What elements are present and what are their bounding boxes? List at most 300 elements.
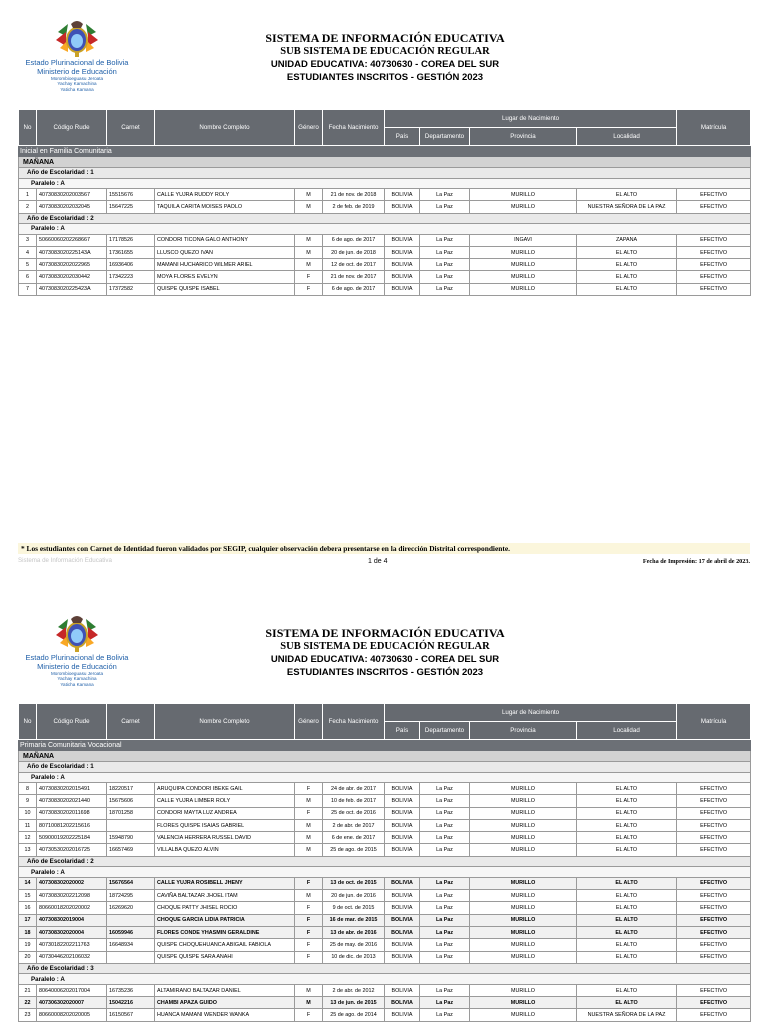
cell-no: 5 [19, 259, 37, 271]
table-row [19, 877, 751, 889]
cell-carnet: 17372582 [107, 283, 155, 295]
cell-departamento: La Paz [420, 1009, 470, 1021]
cell-genero: F [295, 1009, 323, 1021]
table-row [19, 951, 751, 963]
cell-pais: BOLIVIA [385, 939, 420, 951]
col-matricula: Matrícula [677, 110, 751, 146]
cell-carnet: 16648934 [107, 939, 155, 951]
cell-fecha: 10 de feb. de 2017 [323, 795, 385, 807]
cell-provincia: MURILLO [470, 877, 577, 889]
system-title: SISTEMA DE INFORMACIÓN EDUCATIVA [265, 626, 505, 640]
cell-rude: 40730830202015491 [37, 783, 107, 795]
cell-matricula: EFECTIVO [677, 939, 751, 951]
cell-localidad: NUESTRA SEÑORA DE LA PAZ [577, 1009, 677, 1021]
cell-rude: 40730182202211763 [37, 939, 107, 951]
cell-departamento: La Paz [420, 795, 470, 807]
cell-localidad: EL ALTO [577, 832, 677, 844]
col-fecha: Fecha Nacimiento [323, 704, 385, 740]
cell-genero: F [295, 939, 323, 951]
table-row [19, 997, 751, 1009]
cell-fecha: 13 de oct. de 2015 [323, 877, 385, 889]
level-header [19, 146, 751, 157]
shift-header [19, 751, 751, 762]
cell-genero: M [295, 201, 323, 213]
cell-provincia: MURILLO [470, 926, 577, 938]
cell-pais: BOLIVIA [385, 201, 420, 213]
cell-pais: BOLIVIA [385, 189, 420, 201]
cell-rude: 407308302020004 [37, 926, 107, 938]
cell-localidad: EL ALTO [577, 783, 677, 795]
cell-pais: BOLIVIA [385, 1009, 420, 1021]
cell-carnet [107, 819, 155, 831]
section-header [19, 867, 751, 878]
cell-genero: M [295, 189, 323, 201]
logo-ministry-name: Ministerio de Educación [37, 662, 117, 671]
cell-pais: BOLIVIA [385, 926, 420, 938]
cell-provincia: MURILLO [470, 844, 577, 856]
col-genero: Género [295, 704, 323, 740]
cell-rude: 4073083020225423A [37, 283, 107, 295]
grade-header [19, 856, 751, 867]
cell-matricula: EFECTIVO [677, 914, 751, 926]
cell-rude: 40730830202030442 [37, 271, 107, 283]
cell-genero: F [295, 951, 323, 963]
logo-line-4: Yachay Kamachina [57, 676, 97, 682]
cell-no: 20 [19, 951, 37, 963]
table-row [19, 902, 751, 914]
segip-note: * Los estudiantes con Carnet de Identidad fueron validados por SEGIP, cualquier observación debera presentarse en la dirección Distrital correspondiente. [18, 543, 750, 554]
cell-genero: M [295, 246, 323, 258]
cell-carnet: 16657469 [107, 844, 155, 856]
cell-rude: 80710081202215616 [37, 819, 107, 831]
cell-nombre: QUISPE QUISPE ISABEL [155, 283, 295, 295]
col-lugar: Lugar de Nacimiento [385, 704, 677, 722]
cell-genero: M [295, 844, 323, 856]
cell-matricula: EFECTIVO [677, 259, 751, 271]
cell-carnet: 16059946 [107, 926, 155, 938]
report-header [230, 31, 540, 84]
grade-header [19, 168, 751, 179]
cell-carnet: 16269620 [107, 902, 155, 914]
cell-genero: F [295, 877, 323, 889]
cell-departamento: La Paz [420, 926, 470, 938]
cell-nombre: ARUQUIPA CONDORI IBEKE GAIL [155, 783, 295, 795]
cell-pais: BOLIVIA [385, 984, 420, 996]
cell-no: 17 [19, 914, 37, 926]
cell-no: 6 [19, 271, 37, 283]
system-title: SISTEMA DE INFORMACIÓN EDUCATIVA [265, 31, 505, 45]
cell-nombre: CALLE YUJRA LIMBER ROLY [155, 795, 295, 807]
cell-fecha: 6 de ago. de 2017 [323, 234, 385, 246]
cell-departamento: La Paz [420, 807, 470, 819]
cell-rude: 40730830202022965 [37, 259, 107, 271]
cell-fecha: 13 de abr. de 2016 [323, 926, 385, 938]
grade-header-label: Año de Escolaridad : 1 [19, 762, 751, 773]
col-localidad: Localidad [577, 722, 677, 740]
table-row [19, 832, 751, 844]
col-fecha: Fecha Nacimiento [323, 110, 385, 146]
cell-fecha: 12 de oct. de 2017 [323, 259, 385, 271]
cell-no: 11 [19, 819, 37, 831]
cell-pais: BOLIVIA [385, 819, 420, 831]
cell-nombre: TAQUILA CARITA MOISES PAOLO [155, 201, 295, 213]
grade-header [19, 762, 751, 773]
cell-matricula: EFECTIVO [677, 271, 751, 283]
cell-provincia: MURILLO [470, 902, 577, 914]
cell-localidad: EL ALTO [577, 819, 677, 831]
cell-localidad: EL ALTO [577, 914, 677, 926]
cell-rude: 80660008202020005 [37, 1009, 107, 1021]
cell-provincia: MURILLO [470, 807, 577, 819]
cell-rude: 40730446202106032 [37, 951, 107, 963]
cell-departamento: La Paz [420, 902, 470, 914]
cell-nombre: CALLE YUJRA RUDDY ROLY [155, 189, 295, 201]
report-title: ESTUDIANTES INSCRITOS - GESTIÓN 2023 [286, 667, 484, 678]
cell-matricula: EFECTIVO [677, 283, 751, 295]
col-lugar: Lugar de Nacimiento [385, 110, 677, 128]
cell-fecha: 2 de feb. de 2019 [323, 201, 385, 213]
cell-carnet: 16936406 [107, 259, 155, 271]
cell-pais: BOLIVIA [385, 246, 420, 258]
cell-genero: M [295, 890, 323, 902]
shift-header [19, 157, 751, 168]
cell-provincia: MURILLO [470, 783, 577, 795]
cell-nombre: QUISPE CHOQUEHUANCA ABIGAIL FABIOLA [155, 939, 295, 951]
cell-pais: BOLIVIA [385, 951, 420, 963]
table-row [19, 807, 751, 819]
cell-genero: F [295, 783, 323, 795]
cell-localidad: EL ALTO [577, 259, 677, 271]
cell-fecha: 25 de ago. de 2015 [323, 844, 385, 856]
cell-rude: 80660018202020002 [37, 902, 107, 914]
cell-rude: 407306302020007 [37, 997, 107, 1009]
cell-localidad: EL ALTO [577, 271, 677, 283]
cell-provincia: MURILLO [470, 259, 577, 271]
report-page-2 [0, 595, 768, 1024]
cell-nombre: CHAMBI APAZA GUIDO [155, 997, 295, 1009]
cell-matricula: EFECTIVO [677, 832, 751, 844]
col-no: No [19, 110, 37, 146]
cell-genero: M [295, 997, 323, 1009]
cell-carnet [107, 914, 155, 926]
cell-departamento: La Paz [420, 234, 470, 246]
cell-provincia: MURILLO [470, 283, 577, 295]
grade-header-label: Año de Escolaridad : 3 [19, 963, 751, 974]
cell-nombre: HUANCA MAMANI WENDER WANKA [155, 1009, 295, 1021]
cell-carnet: 15948790 [107, 832, 155, 844]
subsystem-title: SUB SISTEMA DE EDUCACIÓN REGULAR [280, 641, 490, 652]
cell-provincia: MURILLO [470, 984, 577, 996]
cell-carnet: 18220517 [107, 783, 155, 795]
cell-no: 13 [19, 844, 37, 856]
cell-no: 15 [19, 890, 37, 902]
col-carnet: Carnet [107, 704, 155, 740]
table-row [19, 926, 751, 938]
section-header [19, 772, 751, 783]
cell-rude: 407308302020002 [37, 877, 107, 889]
cell-carnet: 18724295 [107, 890, 155, 902]
cell-departamento: La Paz [420, 259, 470, 271]
cell-matricula: EFECTIVO [677, 201, 751, 213]
cell-genero: F [295, 271, 323, 283]
cell-fecha: 24 de abr. de 2017 [323, 783, 385, 795]
cell-rude: 407308302019004 [37, 914, 107, 926]
cell-pais: BOLIVIA [385, 783, 420, 795]
cell-localidad: ZAPANA [577, 234, 677, 246]
table-row [19, 1009, 751, 1021]
cell-departamento: La Paz [420, 984, 470, 996]
cell-departamento: La Paz [420, 997, 470, 1009]
cell-fecha: 16 de mar. de 2015 [323, 914, 385, 926]
cell-no: 19 [19, 939, 37, 951]
cell-no: 16 [19, 902, 37, 914]
cell-matricula: EFECTIVO [677, 877, 751, 889]
cell-departamento: La Paz [420, 914, 470, 926]
cell-pais: BOLIVIA [385, 832, 420, 844]
cell-matricula: EFECTIVO [677, 997, 751, 1009]
cell-localidad: EL ALTO [577, 844, 677, 856]
section-header-label: Paralelo : A [19, 772, 751, 783]
cell-rude: 40730830202003567 [37, 189, 107, 201]
cell-localidad: NUESTRA SEÑORA DE LA PAZ [577, 201, 677, 213]
cell-fecha: 25 de oct. de 2016 [323, 807, 385, 819]
cell-nombre: FLORES CONDE YHASMIN GERALDINE [155, 926, 295, 938]
cell-genero: F [295, 807, 323, 819]
cell-carnet: 18701258 [107, 807, 155, 819]
grade-header-label: Año de Escolaridad : 2 [19, 856, 751, 867]
cell-no: 23 [19, 1009, 37, 1021]
shift-header-label: MAÑANA [19, 157, 751, 168]
col-pais: País [385, 128, 420, 146]
grade-header-label: Año de Escolaridad : 1 [19, 168, 751, 179]
cell-pais: BOLIVIA [385, 283, 420, 295]
cell-carnet: 15647225 [107, 201, 155, 213]
cell-carnet: 16150567 [107, 1009, 155, 1021]
cell-matricula: EFECTIVO [677, 783, 751, 795]
cell-nombre: CONDORI TICONA GALO ANTHONY [155, 234, 295, 246]
cell-nombre: CAVIÑA BALTAZAR JHOEL ITAM [155, 890, 295, 902]
col-localidad: Localidad [577, 128, 677, 146]
cell-localidad: EL ALTO [577, 902, 677, 914]
logo-state-name: Estado Plurinacional de Bolivia [25, 653, 129, 662]
col-nombre: Nombre Completo [155, 704, 295, 740]
cell-rude: 50900019202225184 [37, 832, 107, 844]
cell-departamento: La Paz [420, 201, 470, 213]
cell-matricula: EFECTIVO [677, 844, 751, 856]
cell-localidad: EL ALTO [577, 997, 677, 1009]
cell-nombre: CHOQUE GARCIA LIDIA PATRICIA [155, 914, 295, 926]
subsystem-title: SUB SISTEMA DE EDUCACIÓN REGULAR [280, 46, 490, 57]
table-row [19, 259, 751, 271]
shift-header-label: MAÑANA [19, 751, 751, 762]
cell-genero: M [295, 832, 323, 844]
col-rude: Código Rude [37, 110, 107, 146]
cell-localidad: EL ALTO [577, 951, 677, 963]
cell-pais: BOLIVIA [385, 877, 420, 889]
cell-localidad: EL ALTO [577, 877, 677, 889]
bolivia-coat-of-arms-icon [54, 18, 100, 58]
cell-no: 21 [19, 984, 37, 996]
table-row [19, 984, 751, 996]
cell-pais: BOLIVIA [385, 795, 420, 807]
table-row [19, 271, 751, 283]
table-row [19, 819, 751, 831]
cell-localidad: EL ALTO [577, 984, 677, 996]
cell-carnet: 16735236 [107, 984, 155, 996]
cell-fecha: 2 de abr. de 2012 [323, 984, 385, 996]
cell-no: 7 [19, 283, 37, 295]
cell-genero: M [295, 819, 323, 831]
cell-nombre: VALENCIA HERRERA RUSSEL DAVID [155, 832, 295, 844]
cell-provincia: MURILLO [470, 271, 577, 283]
cell-rude: 4073083020225143A [37, 246, 107, 258]
table-row [19, 189, 751, 201]
cell-departamento: La Paz [420, 844, 470, 856]
table-row [19, 890, 751, 902]
school-title: UNIDAD EDUCATIVA: 40730630 - COREA DEL SUR [270, 654, 500, 665]
cell-no: 2 [19, 201, 37, 213]
grade-header [19, 213, 751, 224]
table-row [19, 844, 751, 856]
section-header [19, 178, 751, 189]
cell-genero: F [295, 914, 323, 926]
cell-provincia: MURILLO [470, 997, 577, 1009]
cell-fecha: 6 de ago. de 2017 [323, 283, 385, 295]
table-row [19, 795, 751, 807]
cell-departamento: La Paz [420, 832, 470, 844]
cell-pais: BOLIVIA [385, 844, 420, 856]
cell-localidad: EL ALTO [577, 939, 677, 951]
cell-provincia: MURILLO [470, 189, 577, 201]
cell-genero: F [295, 283, 323, 295]
ministry-logo [22, 18, 132, 106]
cell-carnet: 15675606 [107, 795, 155, 807]
cell-provincia: MURILLO [470, 1009, 577, 1021]
school-title: UNIDAD EDUCATIVA: 40730630 - COREA DEL SUR [270, 59, 500, 70]
cell-fecha: 25 de may. de 2016 [323, 939, 385, 951]
cell-provincia: MURILLO [470, 246, 577, 258]
cell-fecha: 25 de ago. de 2014 [323, 1009, 385, 1021]
cell-localidad: EL ALTO [577, 926, 677, 938]
cell-genero: M [295, 234, 323, 246]
cell-no: 18 [19, 926, 37, 938]
cell-matricula: EFECTIVO [677, 246, 751, 258]
cell-rude: 40730830202212098 [37, 890, 107, 902]
cell-provincia: MURILLO [470, 795, 577, 807]
logo-line-5: Yaticha Kamana [60, 681, 94, 687]
section-header-label: Paralelo : A [19, 224, 751, 235]
col-provincia: Provincia [470, 128, 577, 146]
cell-provincia: MURILLO [470, 832, 577, 844]
level-header-label: Inicial en Familia Comunitaria [19, 146, 751, 157]
cell-nombre: QUISPE QUISPE SARA ANAHI [155, 951, 295, 963]
cell-departamento: La Paz [420, 246, 470, 258]
cell-carnet: 15515676 [107, 189, 155, 201]
cell-nombre: MOYA FLORES EVELYN [155, 271, 295, 283]
cell-departamento: La Paz [420, 271, 470, 283]
cell-localidad: EL ALTO [577, 890, 677, 902]
table-row [19, 201, 751, 213]
cell-departamento: La Paz [420, 877, 470, 889]
cell-nombre: FLORES QUISPE ISAIAS GABRIEL [155, 819, 295, 831]
cell-matricula: EFECTIVO [677, 795, 751, 807]
level-header-label: Primaria Comunitaria Vocacional [19, 740, 751, 751]
logo-ministry-name: Ministerio de Educación [37, 67, 117, 76]
cell-departamento: La Paz [420, 890, 470, 902]
cell-departamento: La Paz [420, 951, 470, 963]
page-number: 1 de 4 [368, 558, 388, 565]
cell-carnet: 15676564 [107, 877, 155, 889]
section-header-label: Paralelo : A [19, 867, 751, 878]
cell-nombre: CONDORI MAYTA LUZ ANDREA [155, 807, 295, 819]
cell-no: 9 [19, 795, 37, 807]
cell-provincia: MURILLO [470, 939, 577, 951]
cell-fecha: 13 de jun. de 2015 [323, 997, 385, 1009]
cell-matricula: EFECTIVO [677, 951, 751, 963]
cell-pais: BOLIVIA [385, 234, 420, 246]
students-table [18, 703, 751, 1022]
cell-provincia: MURILLO [470, 819, 577, 831]
cell-rude: 40730830202021440 [37, 795, 107, 807]
cell-matricula: EFECTIVO [677, 189, 751, 201]
col-no: No [19, 704, 37, 740]
cell-departamento: La Paz [420, 819, 470, 831]
bolivia-coat-of-arms-icon [54, 613, 100, 653]
cell-matricula: EFECTIVO [677, 890, 751, 902]
cell-matricula: EFECTIVO [677, 926, 751, 938]
col-rude: Código Rude [37, 704, 107, 740]
cell-no: 12 [19, 832, 37, 844]
section-header-label: Paralelo : A [19, 178, 751, 189]
cell-fecha: 21 de nov. de 2017 [323, 271, 385, 283]
cell-nombre: CHOQUE PATTY JHISEL ROCIO [155, 902, 295, 914]
section-header [19, 974, 751, 985]
col-departamento: Departamento [420, 128, 470, 146]
cell-departamento: La Paz [420, 283, 470, 295]
cell-fecha: 6 de ene. de 2017 [323, 832, 385, 844]
cell-rude: 40730830202032045 [37, 201, 107, 213]
logo-line-4: Yachay Kamachina [57, 81, 97, 87]
cell-localidad: EL ALTO [577, 283, 677, 295]
cell-genero: M [295, 984, 323, 996]
cell-no: 22 [19, 997, 37, 1009]
cell-pais: BOLIVIA [385, 997, 420, 1009]
cell-pais: BOLIVIA [385, 914, 420, 926]
cell-matricula: EFECTIVO [677, 984, 751, 996]
grade-header-label: Año de Escolaridad : 2 [19, 213, 751, 224]
cell-provincia: MURILLO [470, 890, 577, 902]
cell-pais: BOLIVIA [385, 271, 420, 283]
col-pais: País [385, 722, 420, 740]
col-provincia: Provincia [470, 722, 577, 740]
ministry-logo [22, 613, 132, 701]
cell-no: 8 [19, 783, 37, 795]
cell-no: 4 [19, 246, 37, 258]
cell-no: 10 [19, 807, 37, 819]
cell-no: 3 [19, 234, 37, 246]
table-row [19, 246, 751, 258]
cell-fecha: 10 de dic. de 2013 [323, 951, 385, 963]
cell-matricula: EFECTIVO [677, 234, 751, 246]
cell-localidad: EL ALTO [577, 246, 677, 258]
report-title: ESTUDIANTES INSCRITOS - GESTIÓN 2023 [286, 72, 484, 83]
cell-departamento: La Paz [420, 939, 470, 951]
cell-matricula: EFECTIVO [677, 807, 751, 819]
logo-state-name: Estado Plurinacional de Bolivia [25, 58, 129, 67]
cell-rude: 80640006202017004 [37, 984, 107, 996]
cell-provincia: INGAVI [470, 234, 577, 246]
cell-genero: F [295, 926, 323, 938]
